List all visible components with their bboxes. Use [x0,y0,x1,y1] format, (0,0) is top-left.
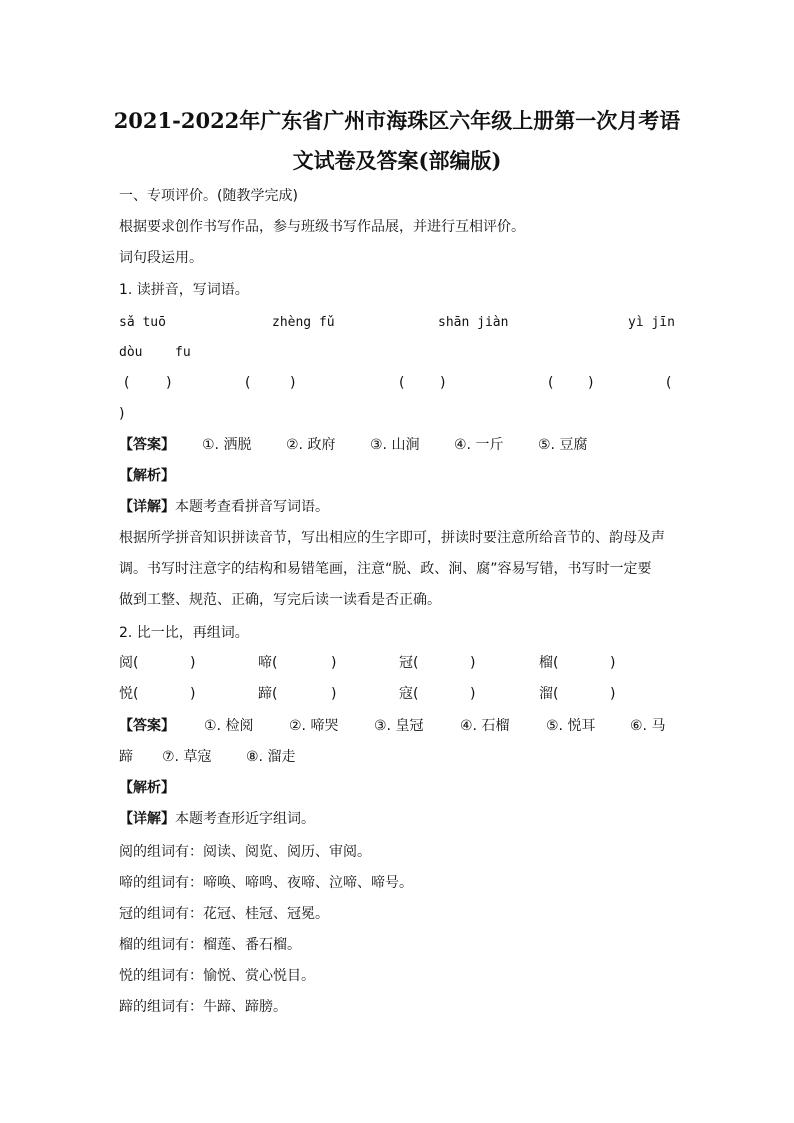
compare-item: 啼( [258,655,278,671]
question-1-stem: 1. 读拼音，写词语。 [119,282,249,298]
pinyin-5a: dòu [119,345,143,360]
answer-item: 蹄 [119,749,133,765]
compare-close: ) [470,686,476,702]
word-group: 阅的组词有：阅读、阅览、阅历、审阅。 [119,844,371,860]
answer-item: ④. 一斤 [454,437,504,453]
compare-item: 阅( [119,655,139,671]
compare-item: 寇( [399,686,419,702]
pinyin-3: shān jiàn [438,315,509,330]
answer-item: ②. 政府 [286,437,336,453]
answer-item: ③. 皇冠 [374,718,424,734]
compare-close: ) [470,655,476,671]
analysis-label: 【解析】 [119,780,175,796]
answer-blank-4-open: ( [548,375,554,391]
answer-item: ⑤. 豆腐 [538,437,588,453]
explanation-line: 调。书写时注意字的结构和易错笔画，注意“脱、政、涧、腐”容易写错，书写时一定要 [119,561,652,577]
word-group: 冠的组词有：花冠、桂冠、冠冕。 [119,906,329,922]
answer-blank-2-close: ) [290,375,296,391]
writing-task: 根据要求创作书写作品，参与班级书写作品展，并进行互相评价。 [119,219,525,235]
answer-blank-5-open: ( [666,375,672,391]
compare-close: ) [610,686,616,702]
compare-item: 蹄( [258,686,278,702]
detail-line [119,497,329,517]
compare-close: ) [610,655,616,671]
explanation-line: 做到工整、规范、正确，写完后读一读看是否正确。 [119,592,441,608]
word-group: 蹄的组词有：牛蹄、蹄膀。 [119,999,287,1015]
section-heading-2: 词句段运用。 [119,250,203,266]
answer-item: ②. 啼哭 [289,718,339,734]
answer-blank-3-close: ) [440,375,446,391]
question-2-stem: 2. 比一比，再组词。 [119,625,249,641]
answer-blank-4-close: ) [588,375,594,391]
answer-item: ⑧. 溜走 [246,749,296,765]
answer-item: ①. 检阅 [204,718,254,734]
compare-item: 溜( [539,686,559,702]
analysis-label: 【解析】 [119,468,175,484]
detail-label: 【详解】 [119,811,175,827]
explanation-line: 根据所学拼音知识拼读音节，写出相应的生字即可，拼读时要注意所给音节的、韵母及声 [119,530,665,546]
answer-item: ④. 石榴 [460,718,510,734]
compare-close: ) [190,655,196,671]
compare-item: 冠( [399,655,419,671]
word-group: 悦的组词有：愉悦、赏心悦目。 [119,968,315,984]
pinyin-2: zhèng fǔ [272,315,335,330]
compare-close: ) [190,686,196,702]
answer-blank-3-open: ( [399,375,405,391]
detail-label: 【详解】 [119,499,175,515]
compare-close: ) [331,655,337,671]
detail-line [119,809,315,829]
answer-item: ⑥. 马 [630,718,666,734]
detail-text: 本题考查形近字组词。 [175,811,315,827]
document-title-line-1: 2021-2022年广东省广州市海珠区六年级上册第一次月考语 [113,108,681,133]
detail-text: 本题考查看拼音写词语。 [175,499,329,515]
pinyin-4: yì jīn [628,315,675,330]
compare-close: ) [331,686,337,702]
answer-blank-5-close: ) [119,406,125,422]
answer-item: ⑦. 草寇 [162,749,212,765]
word-group: 榴的组词有：榴莲、番石榴。 [119,937,301,953]
compare-item: 榴( [539,655,559,671]
answer-label: 【答案】 [119,437,175,453]
document-title-line-2: 文试卷及答案(部编版) [292,148,502,173]
answer-item: ⑤. 悦耳 [546,718,596,734]
answer-label: 【答案】 [119,718,175,734]
answer-blank-1-open: ( [124,375,130,391]
answer-item: ③. 山涧 [370,437,420,453]
answer-blank-2-open: ( [245,375,251,391]
pinyin-1: sǎ tuō [119,315,166,330]
pinyin-5b: fu [175,345,191,360]
word-group: 啼的组词有：啼唤、啼鸣、夜啼、泣啼、啼号。 [119,875,413,891]
answer-item: ①. 洒脱 [202,437,252,453]
compare-item: 悦( [119,686,139,702]
answer-blank-1-close: ) [166,375,172,391]
section-heading: 一、专项评价。(随教学完成) [119,188,298,204]
